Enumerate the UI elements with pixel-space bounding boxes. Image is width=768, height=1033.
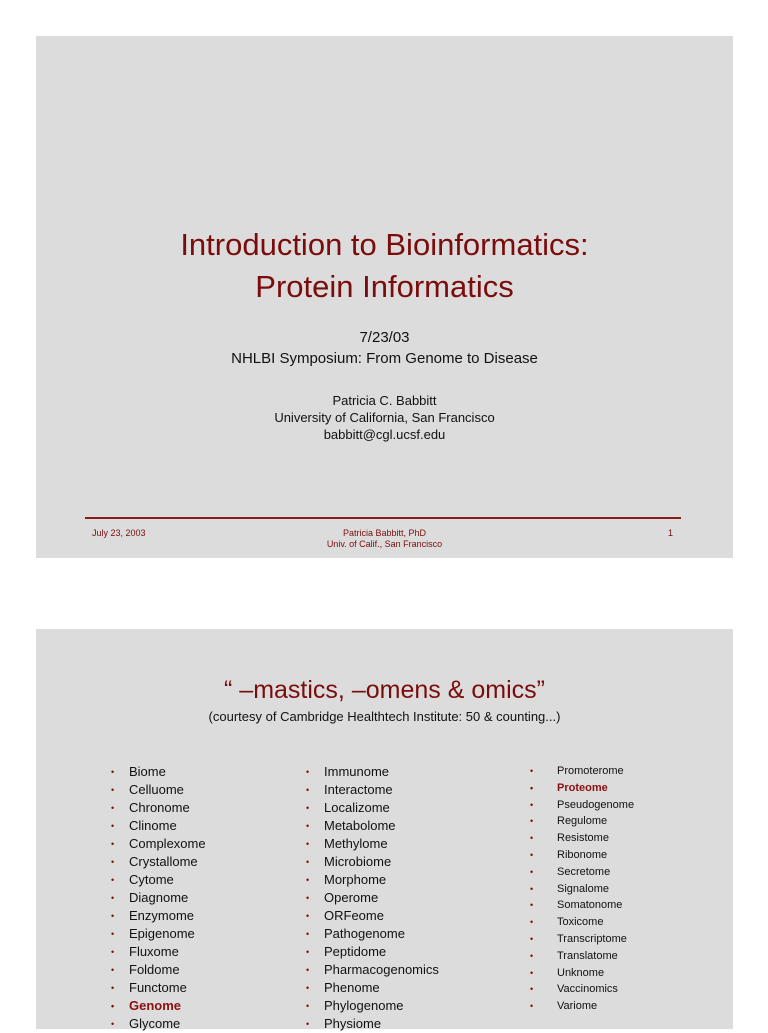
omics-term: • Enzymome	[129, 907, 206, 925]
author-name: Patricia C. Babbitt	[332, 393, 437, 408]
omics-term: • Operome	[324, 889, 439, 907]
omics-term: • Vaccinomics	[557, 981, 634, 998]
omics-term: • Immunome	[324, 763, 439, 781]
omics-term: • Pseudogenome	[557, 797, 634, 814]
omics-term: • Promoterome	[557, 763, 634, 780]
omics-term: • Ribonome	[557, 847, 634, 864]
presentation-date: 7/23/03	[359, 329, 410, 346]
omics-term: • Regulome	[557, 813, 634, 830]
omics-term: • Foldome	[129, 961, 206, 979]
omics-term: • Metabolome	[324, 817, 439, 835]
omics-term: • Resistome	[557, 830, 634, 847]
symposium-name: NHLBI Symposium: From Genome to Disease	[231, 350, 538, 367]
omics-term: • Interactome	[324, 781, 439, 799]
slide-1	[36, 36, 733, 558]
footer-author	[36, 528, 733, 550]
omics-term: • Celluome	[129, 781, 206, 799]
footer-divider	[85, 517, 681, 519]
omics-term: • Proteome	[557, 780, 634, 797]
omics-term: • Translatome	[557, 948, 634, 965]
omics-term: • Clinome	[129, 817, 206, 835]
omics-term: • Epigenome	[129, 925, 206, 943]
footer-author-name: Patricia Babbitt, PhD	[342, 528, 427, 538]
footer-date: July 23, 2003	[92, 528, 146, 538]
omics-term: • Somatonome	[557, 897, 634, 914]
omics-term: • Secretome	[557, 864, 634, 881]
omics-term: • Glycome	[129, 1015, 206, 1033]
omics-term: • Fluxome	[129, 943, 206, 961]
slide-2-title: “ –mastics, –omens & omics”	[224, 676, 545, 704]
author-email: babbitt@cgl.ucsf.edu	[323, 427, 446, 442]
title-line-1: Introduction to Bioinformatics:	[180, 227, 589, 262]
slide-2	[36, 629, 733, 1029]
omics-term: • Chronome	[129, 799, 206, 817]
omics-term: • Signalome	[557, 881, 634, 898]
omics-term: • Peptidome	[324, 943, 439, 961]
omics-column-1	[129, 763, 206, 1033]
slide-2-subtitle: (courtesy of Cambridge Healthtech Institute: 50 & counting...)	[208, 709, 561, 724]
omics-term: • Cytome	[129, 871, 206, 889]
omics-term: • Microbiome	[324, 853, 439, 871]
omics-term: • Functome	[129, 979, 206, 997]
omics-term: • Diagnome	[129, 889, 206, 907]
omics-term: • Crystallome	[129, 853, 206, 871]
omics-term: • Variome	[557, 998, 634, 1015]
omics-term: • ORFeome	[324, 907, 439, 925]
omics-term: • Pathogenome	[324, 925, 439, 943]
omics-column-2	[324, 763, 439, 1033]
omics-term: • Physiome	[324, 1015, 439, 1033]
author-affiliation: University of California, San Francisco	[274, 410, 495, 425]
omics-term: • Unknome	[557, 965, 634, 982]
omics-term: • Genome	[129, 997, 206, 1015]
omics-term: • Localizome	[324, 799, 439, 817]
omics-term: • Complexome	[129, 835, 206, 853]
footer-author-affiliation: Univ. of Calif., San Francisco	[326, 539, 443, 549]
omics-term: • Phenome	[324, 979, 439, 997]
slide-1-title	[36, 224, 733, 308]
omics-term: • Morphome	[324, 871, 439, 889]
omics-term: • Phylogenome	[324, 997, 439, 1015]
omics-term: • Methylome	[324, 835, 439, 853]
omics-term: • Toxicome	[557, 914, 634, 931]
omics-term: • Biome	[129, 763, 206, 781]
omics-term: • Pharmacogenomics	[324, 961, 439, 979]
author-block	[36, 392, 733, 443]
title-line-2: Protein Informatics	[255, 269, 514, 304]
omics-column-3	[557, 763, 634, 1015]
page-number: 1	[668, 528, 674, 538]
omics-term: • Transcriptome	[557, 931, 634, 948]
